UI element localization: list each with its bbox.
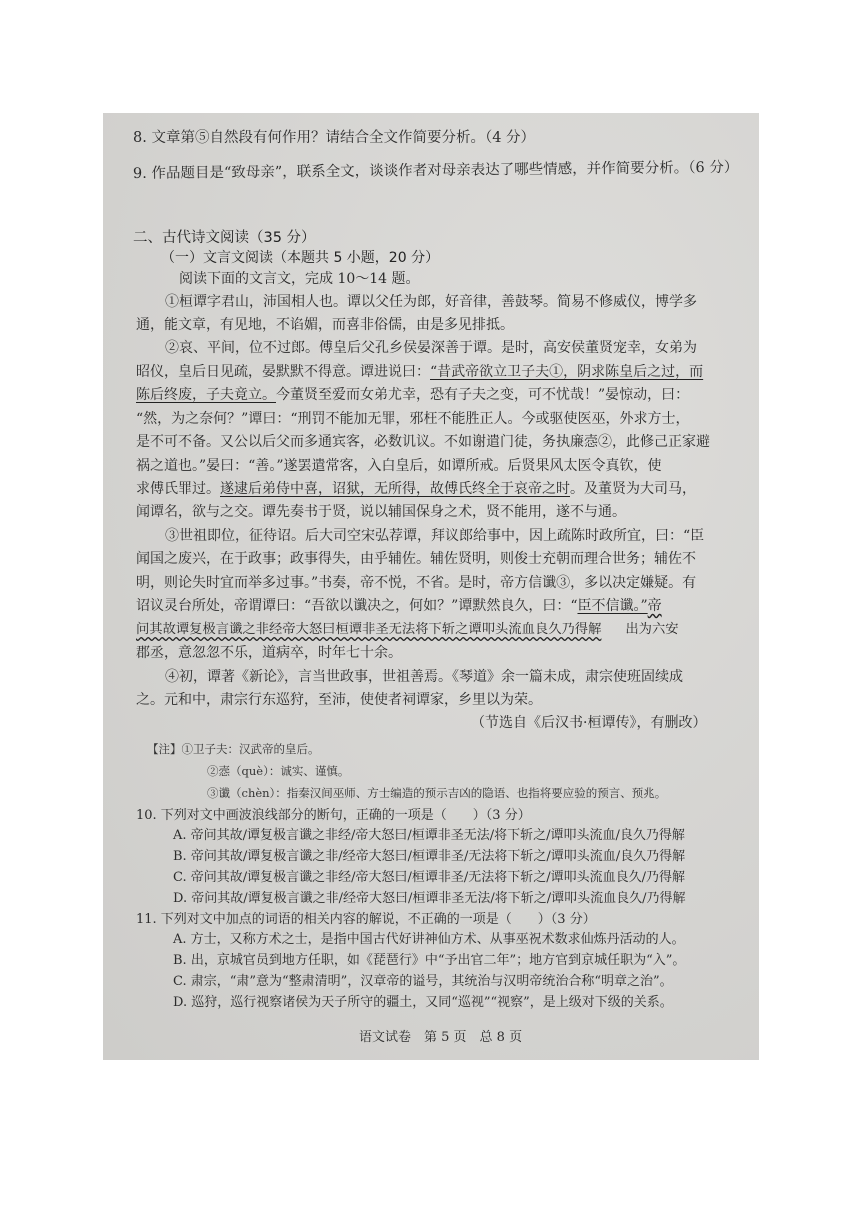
passage-line bbox=[136, 480, 696, 498]
underlined-sentence: “昔武帝欲立卫子夫①，阴求陈皇后之过，而 bbox=[430, 364, 704, 380]
section-title: 二、古代诗文阅读（35 分） bbox=[133, 230, 316, 246]
instruction: 阅读下面的文言文，完成 10～14 题。 bbox=[179, 271, 420, 287]
passage-line bbox=[136, 597, 662, 615]
question-11-option-c: C. 肃宗，“肃”意为“整肃清明”，汉章帝的谥号，其统治与汉明帝统治合称“明章之治”。 bbox=[173, 974, 673, 989]
passage-text: 今董贤至爱而女弟尤幸，恐有子夫之变，可不忧哉！”晏惊动，曰： bbox=[276, 387, 690, 403]
wavy-underlined-text: 帝 bbox=[647, 598, 662, 614]
question-11-stem: 11. 下列对文中加点的词语的相关内容的解说，不正确的一项是（ ）（3 分） bbox=[136, 912, 596, 927]
question-11-option-d: D. 巡狩，巡行视察诸侯为天子所守的疆土，又同“巡视”“视察”，是上级对下级的关系。 bbox=[173, 995, 673, 1010]
passage-line: 闻谭名，欲与之交。谭先奏书于贤，说以辅国保身之术，贤不能用，遂不与通。 bbox=[136, 504, 626, 520]
question-11-option-a: A. 方士，又称方术之士，是指中国古代好讲神仙方术、从事巫祝术数求仙炼丹活动的人。 bbox=[173, 932, 685, 947]
passage-line: 通，能文章，有见地，不谄媚，而喜非俗儒，由是多见排抵。 bbox=[136, 317, 514, 333]
question-8: 8. 文章第⑤自然段有何作用？请结合全文作简要分析。（4 分） bbox=[133, 130, 536, 146]
question-11-option-b: B. 出，京城官员到地方任职，如《琵琶行》中“予出官二年”；地方官到京城任职为“入”。 bbox=[173, 953, 686, 968]
passage-line: 郡丞，意忽忽不乐，道病卒，时年七十余。 bbox=[136, 645, 402, 661]
passage-line bbox=[136, 621, 679, 639]
passage-text: 出为六安 bbox=[625, 622, 679, 637]
question-10-option-d: D. 帝问其故/谭复极言谶之非/经帝大怒曰/桓谭非圣无法/将下斩之/谭叩头流血良久/乃得解 bbox=[173, 891, 686, 906]
question-10-option-c: C. 帝问其故/谭复极言谶之非经/帝大怒曰/桓谭非圣/无法将下斩之/谭叩头流血良久/乃得解 bbox=[173, 870, 686, 885]
passage-line: 闻国之废兴，在于政事；政事得失，由乎辅佐。辅佐贤明，则俊士充朝而理合世务；辅佐不 bbox=[136, 551, 696, 567]
passage-line: 是不可不备。又公以后父而多通宾客，必数讥议。不如谢遣门徒，务执廉悫②，此修己正家避 bbox=[136, 434, 710, 450]
note-1: 【注】①卫子夫：汉武帝的皇后。 bbox=[147, 742, 320, 756]
underlined-sentence: 臣不信谶。” bbox=[577, 598, 648, 614]
passage-line: 之。元和中，肃宗行东巡狩，至沛，使使者祠谭家，乡里以为荣。 bbox=[136, 692, 542, 708]
passage-line: ③世祖即位，征待诏。后大司空宋弘荐谭，拜议郎给事中，因上疏陈时政所宜，曰：“臣 bbox=[165, 528, 705, 544]
passage-source: （节选自《后汉书·桓谭传》，有删改） bbox=[471, 715, 707, 731]
passage-line bbox=[136, 363, 703, 381]
underlined-sentence: 遂逮后弟侍中喜，诏狱，无所得，故傅氏终全于哀帝之时 bbox=[220, 481, 570, 497]
passage-text: 。及董贤为大司马， bbox=[570, 481, 696, 497]
passage-line: 明，则论失时宜而举多过事。”书奏，帝不悦，不省。是时，帝方信谶③，多以决定嫌疑。有 bbox=[136, 575, 697, 591]
question-10-option-b: B. 帝问其故/谭复极言谶之非/经帝大怒曰/桓谭非圣/无法将下斩之/谭叩头流血/良久乃得解 bbox=[173, 849, 686, 864]
question-9: 9. 作品题目是“致母亲”，联系全文，谈谈作者对母亲表达了哪些情感，并作简要分析。（6 分） bbox=[132, 159, 739, 182]
wavy-underlined-text: 问其故谭复极言谶之非经帝大怒曰桓谭非圣无法将下斩之谭叩头流血良久乃得解 bbox=[136, 622, 602, 637]
passage-text: 求傅氏罪过。 bbox=[136, 481, 220, 497]
note-2: ②悫（què）：诚实、谨慎。 bbox=[207, 764, 350, 778]
exam-page bbox=[103, 113, 759, 1060]
subsection-title: （一）文言文阅读（本题共 5 小题，20 分） bbox=[161, 250, 440, 266]
underlined-sentence: 陈后终废，子夫竟立。 bbox=[136, 387, 276, 403]
question-10-stem: 10. 下列对文中画波浪线部分的断句，正确的一项是（ ）（3 分） bbox=[136, 808, 531, 823]
passage-text: 昭仪，皇后日见疏，晏默默不得意。谭进说曰： bbox=[136, 364, 430, 380]
passage-line: ②哀、平间，位不过郎。傅皇后父孔乡侯晏深善于谭。是时，高安侯董贤宠幸，女弟为 bbox=[165, 340, 697, 356]
note-3: ③谶（chèn）：指秦汉间巫师、方士编造的预示吉凶的隐语、也指将要应验的预言、预兆。 bbox=[207, 786, 667, 800]
page-footer: 语文试卷 第 5 页 总 8 页 bbox=[359, 1030, 523, 1045]
question-10-option-a: A. 帝问其故/谭复极言谶之非经/帝大怒曰/桓谭非圣无法/将下斩之/谭叩头流血/良久乃得解 bbox=[173, 828, 685, 843]
passage-line bbox=[136, 386, 689, 404]
passage-line: “然，为之奈何？”谭曰：“刑罚不能加无罪，邪枉不能胜正人。今或驱使医巫，外求方士， bbox=[136, 411, 690, 427]
passage-text: 诏议灵台所处，帝谓谭曰：“吾欲以谶决之，何如？”谭默然良久，曰：“ bbox=[136, 598, 578, 614]
passage-line: ④初，谭著《新论》，言当世政事，世祖善焉。《琴道》余一篇未成，肃宗使班固续成 bbox=[165, 669, 683, 685]
passage-line: 祸之道也。”晏曰：“善。”遂罢遣常客，入白皇后，如谭所戒。后贤果风太医令真钦，使 bbox=[136, 458, 662, 474]
passage-line: ①桓谭字君山，沛国相人也。谭以父任为郎，好音律，善鼓琴。简易不修威仪，博学多 bbox=[165, 294, 697, 310]
